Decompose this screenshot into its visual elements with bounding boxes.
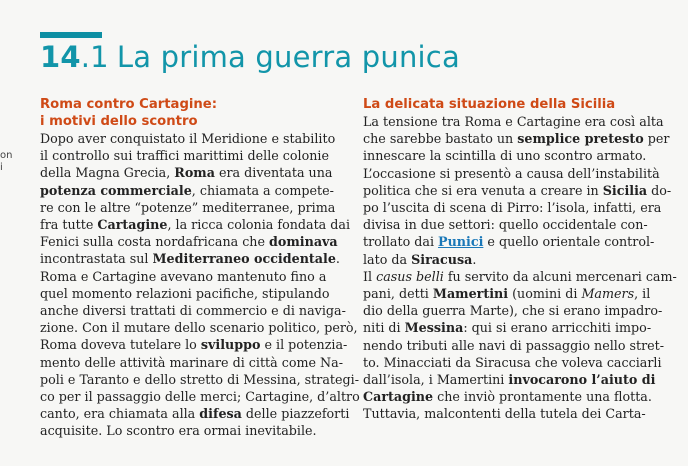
text-line: nendo tributi alle navi di passaggio nello stret- [363,337,665,353]
italic-term: casus belli [376,268,444,284]
text-line: Tuttavia, malcontenti della tutela dei Carta- [363,406,646,422]
bold-term: Cartagine [97,217,168,233]
text-line: dio della guerra Marte), che si erano impadro- [363,303,663,319]
text-line: Roma doveva tutelare lo sviluppo e il potenzia- [40,337,348,353]
text-line: fra tutte Cartagine, la ricca colonia fondata dai [40,217,351,233]
text-line: Dopo aver conquistato il Meridione e stabilito [40,131,336,146]
text-line: pani, detti Mamertini (uomini di Mamers, il [363,286,651,302]
margin-note-line: on [0,150,13,161]
right-heading-line: La delicata situazione della Sicilia [363,97,616,112]
left-column [40,96,360,440]
text-line: co per il passaggio delle merci; Cartagine, d’altro [40,389,360,405]
chapter-number: 14 [40,40,81,74]
text-line: niti di Messina: qui si erano arricchiti impo- [363,320,652,336]
text-line: mento delle attività marinare di città come Na- [40,354,344,370]
glossary-link[interactable]: Punici [438,234,484,250]
italic-term: Mamers [581,286,635,302]
right-body-text [363,113,677,423]
text-line: to. Minacciati da Siracusa che voleva cacciarli [363,354,662,370]
margin-note [0,150,12,174]
text-line: della Magna Grecia, Roma era diventata una [40,165,333,181]
text-line: incontrastata sul Mediterraneo occidentale. [40,251,340,267]
bold-term: Roma [174,165,215,181]
text-line: acquisite. Lo scontro era ormai inevitabile. [40,423,317,439]
text-line: lato da Siracusa. [363,251,477,267]
text-line: po l’uscita di scena di Pirro: l’isola, infatti, era [363,200,662,216]
bold-term: dominava [269,234,338,250]
text-line: L’occasione si presentò a causa dell’instabilità [363,165,660,181]
text-line: anche diversi trattati di commercio e di naviga- [40,303,346,319]
text-line: divisa in due settori: quello occidentale con- [363,217,648,233]
text-line: La tensione tra Roma e Cartagine era così alta [363,114,664,129]
bold-term: Mamertini [432,286,509,302]
bold-term: Sicilia [602,182,648,198]
right-section-heading [363,96,663,113]
text-line: poli e Taranto e dello stretto di Messina, strategi- [40,371,359,387]
chapter-title-text: La prima guerra punica [116,40,460,74]
bold-term: Mediterraneo occidentale [152,251,336,267]
text-line: potenza commerciale, chiamata a compete- [40,182,334,198]
text-line: quel momento relazioni pacifiche, stipulando [40,285,330,301]
text-line: innescare la scintilla di uno scontro armato. [363,148,647,164]
text-line: Il casus belli fu servito da alcuni mercenari cam- [363,268,677,284]
text-line: canto, era chiamata alla difesa delle piazzeforti [40,406,350,422]
bold-term: sviluppo [200,337,261,353]
bold-term: Messina [404,320,464,336]
text-line: Fenici sulla costa nordafricana che dominava [40,234,338,250]
chapter-subnumber: .1 [80,40,109,74]
left-body-text [40,130,360,440]
text-line: Roma e Cartagine avevano mantenuto fino a [40,268,327,284]
chapter-title [40,40,460,74]
text-line: il controllo sui traffici marittimi delle colonie [40,148,329,164]
text-line: re con le altre “potenze” mediterranee, prima [40,199,336,215]
bold-term: semplice pretesto [517,131,644,147]
text-line: politica che si era venuta a creare in Sicilia do- [363,182,672,198]
right-column [363,96,677,423]
left-heading-line: i motivi dello scontro [40,114,198,129]
bold-term: Siracusa [411,251,473,267]
bold-term: potenza commerciale [40,182,192,198]
margin-note-line: i [0,162,3,173]
chapter-accent-bar [40,32,102,38]
left-section-heading [40,96,342,130]
text-line: zione. Con il mutare dello scenario politico, però, [40,320,358,336]
text-line: dall’isola, i Mamertini invocarono l’aiuto di [363,372,656,388]
text-line: che sarebbe bastato un semplice pretesto per [363,131,670,147]
bold-term: Cartagine [363,389,434,405]
text-line: Cartagine che inviò prontamente una flotta. [363,389,652,405]
text-line: trollato dai Punici e quello orientale control- [363,234,655,250]
left-heading-line: Roma contro Cartagine: [40,97,218,112]
bold-term: difesa [199,406,242,422]
bold-term: invocarono l’aiuto di [508,372,656,388]
